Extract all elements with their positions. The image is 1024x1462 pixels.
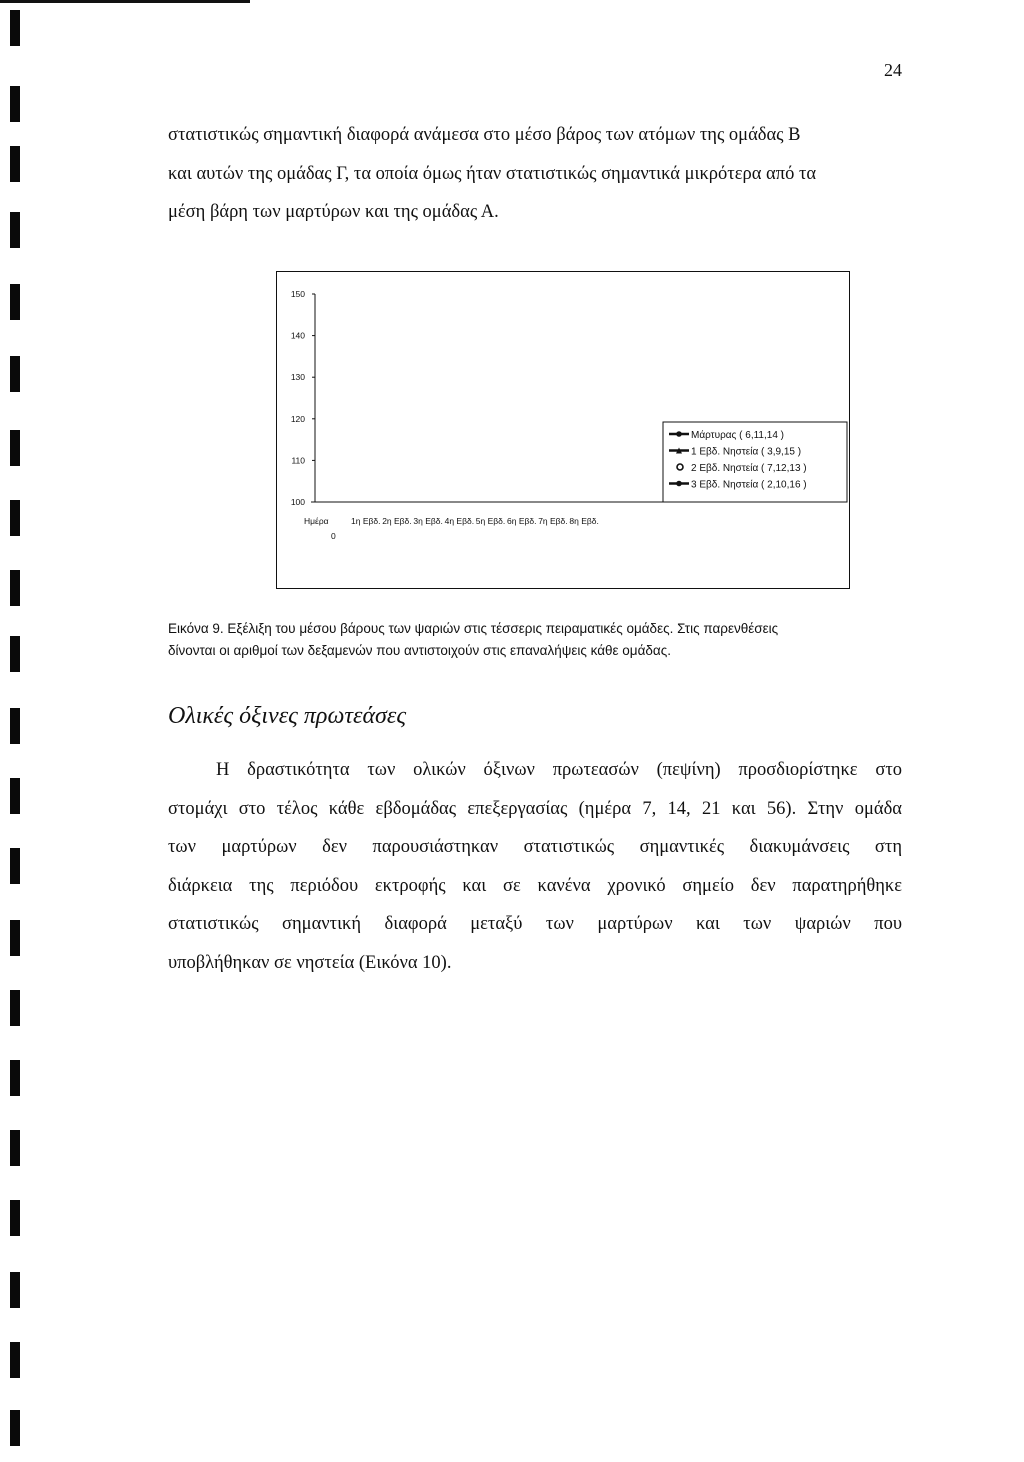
x-tick-label: 4η Εβδ. [444, 516, 475, 526]
body-line: διάρκεια της περιόδου εκτροφής και σε κανένα χρονικό σημείο δεν παρατηρήθηκε [168, 875, 902, 896]
y-tick-label: 100 [290, 497, 305, 507]
binding-hole [10, 920, 20, 956]
binding-hole [10, 1410, 20, 1446]
legend-label: 3 Εβδ. Νηστεία ( 2,10,16 ) [691, 479, 807, 491]
body-line: στατιστικώς σημαντική διαφορά μεταξύ των μαρτύρων και των ψαριών που [168, 914, 902, 934]
binding-hole [10, 1272, 20, 1308]
x-tick-label: 6η Εβδ. [507, 516, 537, 526]
x-tick-label: 5η Εβδ. [475, 516, 506, 526]
x-tick-label: Ημέρα [304, 516, 329, 526]
caption-line: δίνονται οι αριθμοί των δεξαμενών που αντιστοιχούν στις επαναλήψεις κάθε ομάδας. [168, 643, 671, 658]
binding-hole [10, 1342, 20, 1378]
binding-hole [10, 1200, 20, 1236]
binding-hole [10, 570, 20, 606]
y-tick-label: 140 [290, 330, 305, 341]
legend-marker-dot [676, 431, 682, 437]
binding-hole [10, 990, 20, 1026]
body-line: υποβλήθηκαν σε νηστεία (Εικόνα 10). [168, 952, 452, 973]
binding-hole [10, 212, 20, 248]
x-tick-label: 3η Εβδ. [413, 516, 443, 526]
intro-line: μέση βάρη των μαρτύρων και της ομάδας Α. [168, 202, 499, 222]
binding-hole [10, 636, 20, 672]
y-tick-label: 130 [290, 372, 305, 383]
y-tick-label: 120 [290, 413, 305, 424]
intro-line: και αυτών της ομάδας Γ, τα οποία όμως ήταν στατιστικώς σημαντικά μικρότερα από τα [168, 163, 817, 184]
binding-hole [10, 430, 20, 466]
legend-label: 2 Εβδ. Νηστεία ( 7,12,13 ) [691, 463, 807, 474]
body-paragraph [168, 751, 902, 982]
binding-hole [10, 1130, 20, 1166]
caption-line: Εικόνα 9. Εξέλιξη του μέσου βάρους των ψαριών στις τέσσερις πειραματικές ομάδες. Στις παρενθέσεις [168, 621, 779, 636]
binding-hole [10, 356, 20, 392]
intro-line: στατιστικώς σημαντική διαφορά ανάμεσα στο μέσο βάρος των ατόμων της ομάδας Β [168, 125, 801, 145]
legend-label: Μάρτυρας ( 6,11,14 ) [691, 430, 784, 441]
binding-hole [10, 848, 20, 884]
x-tick-label: 0 [331, 531, 336, 541]
x-tick-label: 1η Εβδ. [351, 516, 381, 526]
binding-hole [10, 778, 20, 814]
section-heading: Ολικές όξινες πρωτεάσες [168, 703, 407, 729]
scan-edge-bar [0, 0, 250, 3]
figure-caption [168, 618, 903, 662]
binding-hole [10, 284, 20, 320]
binding-hole [10, 708, 20, 744]
binding-hole [10, 500, 20, 536]
legend-marker-dot [676, 481, 682, 487]
binding-margin [0, 0, 34, 1462]
x-tick-label: 2η Εβδ. [382, 516, 412, 526]
body-line: στομάχι στο τέλος κάθε εβδομάδας επεξεργασίας (ημέρα 7, 14, 21 και 56). Στην ομάδα [168, 798, 902, 819]
intro-paragraph [168, 116, 902, 232]
page-number: 24 [884, 60, 902, 80]
weight-chart [277, 272, 849, 588]
x-tick-label: 8η Εβδ. [569, 516, 599, 526]
y-tick-label: 150 [290, 289, 305, 299]
body-line: Η δραστικότητα των ολικών όξινων πρωτεασών (πεψίνη) προσδιορίστηκε στο [216, 760, 902, 780]
legend-label: 1 Εβδ. Νηστεία ( 3,9,15 ) [691, 446, 802, 458]
body-line: των μαρτύρων δεν παρουσιάστηκαν στατιστικώς σημαντικές διακυμάνσεις στη [168, 837, 902, 857]
figure-9 [276, 271, 850, 589]
binding-hole [10, 10, 20, 46]
binding-hole [10, 146, 20, 182]
y-tick-label: 110 [291, 455, 305, 466]
binding-hole [10, 86, 20, 122]
x-tick-label: 7η Εβδ. [538, 516, 568, 526]
binding-hole [10, 1060, 20, 1096]
